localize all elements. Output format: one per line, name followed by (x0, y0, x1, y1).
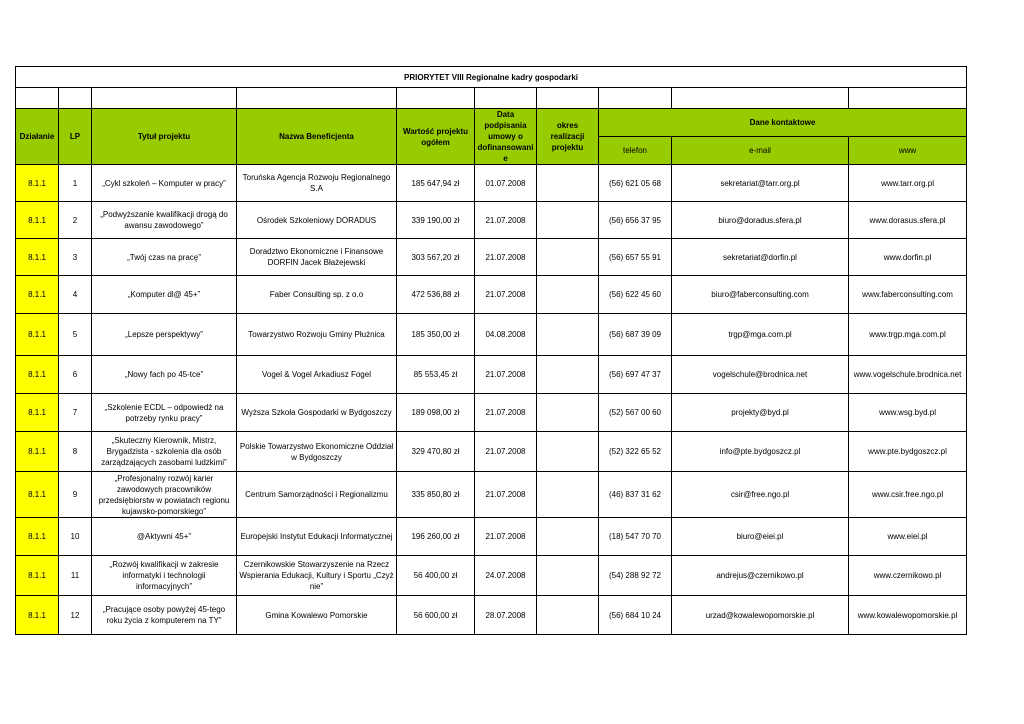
header-dzialanie: Działanie (16, 109, 59, 165)
cell-telefon: (52) 567 00 60 (599, 394, 672, 432)
cell-dzialanie: 8.1.1 (16, 202, 59, 239)
cell-dzialanie: 8.1.1 (16, 432, 59, 472)
cell-wartosc: 329 470,80 zł (397, 432, 475, 472)
cell-email: biuro@doradus.sfera.pl (672, 202, 849, 239)
cell-wartosc: 196 260,00 zł (397, 518, 475, 556)
cell-tytul: „Twój czas na pracę” (92, 239, 237, 276)
cell-telefon: (56) 656 37 95 (599, 202, 672, 239)
cell-www: www.csir.free.ngo.pl (849, 472, 967, 518)
cell-tytul: „Podwyższanie kwalifikacji drogą do awansu zawodowego” (92, 202, 237, 239)
cell-okres (537, 165, 599, 202)
cell-lp: 8 (59, 432, 92, 472)
cell-email: projekty@byd.pl (672, 394, 849, 432)
cell-telefon: (56) 687 39 09 (599, 314, 672, 356)
cell-okres (537, 472, 599, 518)
cell-data: 21.07.2008 (475, 356, 537, 394)
cell-www: www.trgp.mga.com.pl (849, 314, 967, 356)
cell-www: www.wsg.byd.pl (849, 394, 967, 432)
cell-telefon: (54) 288 92 72 (599, 556, 672, 596)
table-row (16, 432, 967, 472)
cell-telefon: (56) 621 05 68 (599, 165, 672, 202)
blank-row (16, 88, 967, 109)
cell-beneficjent: Faber Consulting sp. z o.o (237, 276, 397, 314)
cell-okres (537, 239, 599, 276)
cell-tytul: „Rozwój kwalifikacji w zakresie informatyki i technologii informacyjnych” (92, 556, 237, 596)
cell-wartosc: 189 098,00 zł (397, 394, 475, 432)
table-row (16, 239, 967, 276)
cell-beneficjent: Gmina Kowalewo Pomorskie (237, 596, 397, 635)
cell-email: csir@free.ngo.pl (672, 472, 849, 518)
cell-lp: 11 (59, 556, 92, 596)
cell-tytul: „Nowy fach po 45-tce” (92, 356, 237, 394)
cell-wartosc: 56 400,00 zł (397, 556, 475, 596)
header-telefon: telefon (599, 137, 672, 165)
cell-telefon: (56) 622 45 60 (599, 276, 672, 314)
cell-dzialanie: 8.1.1 (16, 518, 59, 556)
header-data: Data podpisania umowy o dofinansowanie (475, 109, 537, 165)
table-row (16, 394, 967, 432)
cell-tytul: „Skuteczny Kierownik, Mistrz, Brygadzista - szkolenia dla osób zarządzających zasobami ludzkimi” (92, 432, 237, 472)
cell-email: sekretariat@dorfin.pl (672, 239, 849, 276)
cell-lp: 3 (59, 239, 92, 276)
cell-tytul: „Szkolenie ECDL – odpowiedź na potrzeby rynku pracy” (92, 394, 237, 432)
cell-www: www.dorfin.pl (849, 239, 967, 276)
cell-data: 21.07.2008 (475, 239, 537, 276)
cell-email: biuro@faberconsulting.com (672, 276, 849, 314)
table-row (16, 472, 967, 518)
cell-tytul: „Profesjonalny rozwój karier zawodowych pracowników przedsiębiorstw w powiatach regionu kujawsko-pomorskiego” (92, 472, 237, 518)
cell-wartosc: 185 350,00 zł (397, 314, 475, 356)
cell-beneficjent: Toruńska Agencja Rozwoju Regionalnego S.A (237, 165, 397, 202)
cell-okres (537, 314, 599, 356)
cell-beneficjent: Towarzystwo Rozwoju Gminy Płużnica (237, 314, 397, 356)
cell-dzialanie: 8.1.1 (16, 276, 59, 314)
cell-www: www.eiei.pl (849, 518, 967, 556)
cell-lp: 1 (59, 165, 92, 202)
cell-email: vogelschule@brodnica.net (672, 356, 849, 394)
cell-telefon: (56) 657 55 91 (599, 239, 672, 276)
cell-dzialanie: 8.1.1 (16, 314, 59, 356)
table-row (16, 165, 967, 202)
cell-data: 04.08.2008 (475, 314, 537, 356)
cell-www: www.faberconsulting.com (849, 276, 967, 314)
cell-wartosc: 56 600,00 zł (397, 596, 475, 635)
cell-beneficjent: Vogel & Vogel Arkadiusz Fogel (237, 356, 397, 394)
header-okres: okres realizacji projektu (537, 109, 599, 165)
table-title: PRIORYTET VIII Regionalne kadry gospodarki (16, 67, 967, 88)
cell-data: 01.07.2008 (475, 165, 537, 202)
table-row (16, 314, 967, 356)
cell-wartosc: 185 647,94 zł (397, 165, 475, 202)
cell-telefon: (52) 322 65 52 (599, 432, 672, 472)
cell-telefon: (56) 684 10 24 (599, 596, 672, 635)
cell-data: 21.07.2008 (475, 276, 537, 314)
cell-data: 21.07.2008 (475, 472, 537, 518)
cell-tytul: „Pracujące osoby powyżej 45-tego roku życia z komputerem na TY” (92, 596, 237, 635)
header-tytul: Tytuł projektu (92, 109, 237, 165)
cell-lp: 10 (59, 518, 92, 556)
header-email: e-mail (672, 137, 849, 165)
table-row (16, 202, 967, 239)
cell-data: 21.07.2008 (475, 394, 537, 432)
cell-www: www.dorasus.sfera.pl (849, 202, 967, 239)
cell-email: urzad@kowalewopomorskie.pl (672, 596, 849, 635)
cell-telefon: (56) 697 47 37 (599, 356, 672, 394)
cell-tytul: @Aktywni 45+” (92, 518, 237, 556)
cell-tytul: „Komputer dl@ 45+” (92, 276, 237, 314)
cell-email: sekretariat@tarr.org.pl (672, 165, 849, 202)
cell-www: www.pte.bydgoszcz.pl (849, 432, 967, 472)
cell-lp: 7 (59, 394, 92, 432)
cell-okres (537, 432, 599, 472)
cell-email: trgp@mga.com.pl (672, 314, 849, 356)
cell-dzialanie: 8.1.1 (16, 165, 59, 202)
table-row (16, 518, 967, 556)
cell-dzialanie: 8.1.1 (16, 472, 59, 518)
cell-telefon: (18) 547 70 70 (599, 518, 672, 556)
table-row (16, 276, 967, 314)
cell-lp: 9 (59, 472, 92, 518)
cell-okres (537, 202, 599, 239)
cell-wartosc: 303 567,20 zł (397, 239, 475, 276)
cell-okres (537, 518, 599, 556)
table-row (16, 556, 967, 596)
cell-wartosc: 339 190,00 zł (397, 202, 475, 239)
cell-www: www.czernikowo.pl (849, 556, 967, 596)
header-wartosc: Wartość projektu ogółem (397, 109, 475, 165)
cell-okres (537, 556, 599, 596)
cell-email: biuro@eiei.pl (672, 518, 849, 556)
header-lp: LP (59, 109, 92, 165)
cell-dzialanie: 8.1.1 (16, 356, 59, 394)
cell-dzialanie: 8.1.1 (16, 556, 59, 596)
cell-lp: 12 (59, 596, 92, 635)
cell-lp: 4 (59, 276, 92, 314)
cell-okres (537, 394, 599, 432)
cell-tytul: „Lepsze perspektywy” (92, 314, 237, 356)
cell-data: 28.07.2008 (475, 596, 537, 635)
cell-beneficjent: Wyższa Szkoła Gospodarki w Bydgoszczy (237, 394, 397, 432)
cell-dzialanie: 8.1.1 (16, 239, 59, 276)
cell-wartosc: 472 536,88 zł (397, 276, 475, 314)
table-row (16, 596, 967, 635)
cell-lp: 6 (59, 356, 92, 394)
cell-telefon: (46) 837 31 62 (599, 472, 672, 518)
table-row (16, 356, 967, 394)
cell-beneficjent: Doradztwo Ekonomiczne i Finansowe DORFIN Jacek Błażejewski (237, 239, 397, 276)
cell-okres (537, 276, 599, 314)
cell-beneficjent: Czernikowskie Stowarzyszenie na Rzecz Wspierania Edukacji, Kultury i Sportu „Czyż nie” (237, 556, 397, 596)
header-www: www (849, 137, 967, 165)
cell-data: 21.07.2008 (475, 202, 537, 239)
cell-data: 21.07.2008 (475, 518, 537, 556)
cell-okres (537, 596, 599, 635)
cell-data: 24.07.2008 (475, 556, 537, 596)
cell-wartosc: 335 850,80 zł (397, 472, 475, 518)
cell-dzialanie: 8.1.1 (16, 596, 59, 635)
projects-table (15, 66, 967, 635)
cell-lp: 2 (59, 202, 92, 239)
cell-www: www.vogelschule.brodnica.net (849, 356, 967, 394)
cell-tytul: „Cykl szkoleń – Komputer w pracy” (92, 165, 237, 202)
cell-beneficjent: Europejski Instytut Edukacji Informatycznej (237, 518, 397, 556)
cell-wartosc: 85 553,45 zł (397, 356, 475, 394)
cell-lp: 5 (59, 314, 92, 356)
cell-email: andrejus@czernikowo.pl (672, 556, 849, 596)
header-kontakt: Dane kontaktowe (599, 109, 967, 137)
cell-beneficjent: Polskie Towarzystwo Ekonomiczne Oddział w Bydgoszczy (237, 432, 397, 472)
cell-dzialanie: 8.1.1 (16, 394, 59, 432)
cell-www: www.kowalewopomorskie.pl (849, 596, 967, 635)
cell-email: info@pte.bydgoszcz.pl (672, 432, 849, 472)
cell-beneficjent: Centrum Samorządności i Regionalizmu (237, 472, 397, 518)
cell-data: 21.07.2008 (475, 432, 537, 472)
header-beneficjent: Nazwa Beneficjenta (237, 109, 397, 165)
cell-www: www.tarr.org.pl (849, 165, 967, 202)
cell-beneficjent: Ośrodek Szkoleniowy DORADUS (237, 202, 397, 239)
cell-okres (537, 356, 599, 394)
